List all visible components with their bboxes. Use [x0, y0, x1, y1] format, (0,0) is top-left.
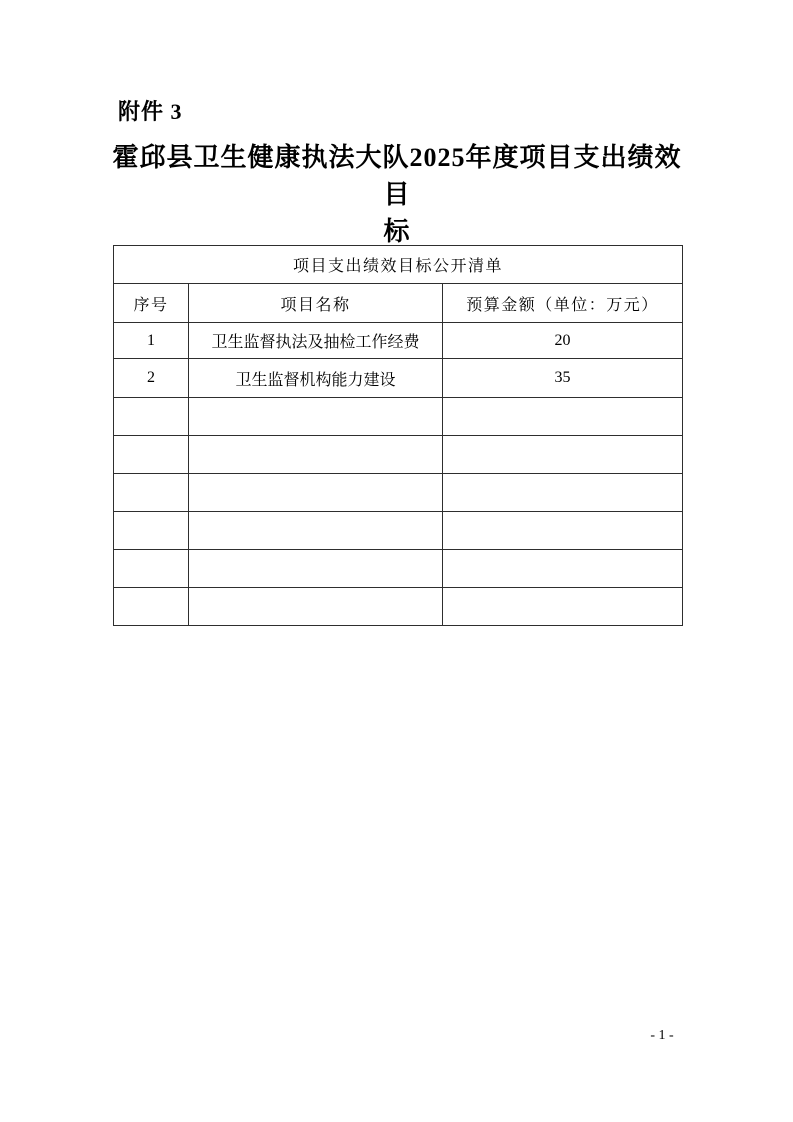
- empty-cell: [114, 588, 189, 626]
- column-header-serial: 序号: [114, 284, 189, 323]
- empty-cell: [114, 550, 189, 588]
- empty-cell: [443, 550, 683, 588]
- table-empty-row: [114, 474, 683, 512]
- empty-cell: [189, 550, 443, 588]
- empty-cell: [189, 474, 443, 512]
- empty-cell: [114, 474, 189, 512]
- empty-cell: [114, 512, 189, 550]
- cell-budget-amount: 20: [443, 323, 683, 359]
- table-caption-row: [114, 246, 683, 284]
- empty-cell: [114, 436, 189, 474]
- empty-cell: [443, 398, 683, 436]
- cell-project-name: 卫生监督执法及抽检工作经费: [189, 323, 443, 359]
- cell-budget-amount: 35: [443, 359, 683, 398]
- empty-cell: [189, 512, 443, 550]
- cell-project-name: 卫生监督机构能力建设: [189, 359, 443, 398]
- attachment-label: 附件 3: [118, 99, 183, 124]
- empty-cell: [189, 398, 443, 436]
- empty-cell: [443, 588, 683, 626]
- table-empty-row: [114, 436, 683, 474]
- cell-serial: 1: [114, 323, 189, 359]
- document-title-line1: 霍邱县卫生健康执法大队2025年度项目支出绩效目: [112, 143, 682, 209]
- document-title: [112, 139, 682, 250]
- table-empty-row: [114, 550, 683, 588]
- empty-cell: [443, 436, 683, 474]
- table-row: [114, 323, 683, 359]
- empty-cell: [443, 474, 683, 512]
- table-caption: 项目支出绩效目标公开清单: [114, 246, 683, 284]
- table-empty-row: [114, 398, 683, 436]
- page-number: - 1 -: [650, 1028, 674, 1043]
- empty-cell: [114, 398, 189, 436]
- table-empty-row: [114, 588, 683, 626]
- performance-target-table: [113, 245, 683, 626]
- empty-cell: [189, 436, 443, 474]
- document-title-line2: 标: [383, 217, 411, 246]
- column-header-budget-amount: 预算金额（单位：万元）: [443, 284, 683, 323]
- empty-cell: [189, 588, 443, 626]
- empty-cell: [443, 512, 683, 550]
- cell-serial: 2: [114, 359, 189, 398]
- table-header-row: [114, 284, 683, 323]
- table-row: [114, 359, 683, 398]
- table-empty-row: [114, 512, 683, 550]
- column-header-project-name: 项目名称: [189, 284, 443, 323]
